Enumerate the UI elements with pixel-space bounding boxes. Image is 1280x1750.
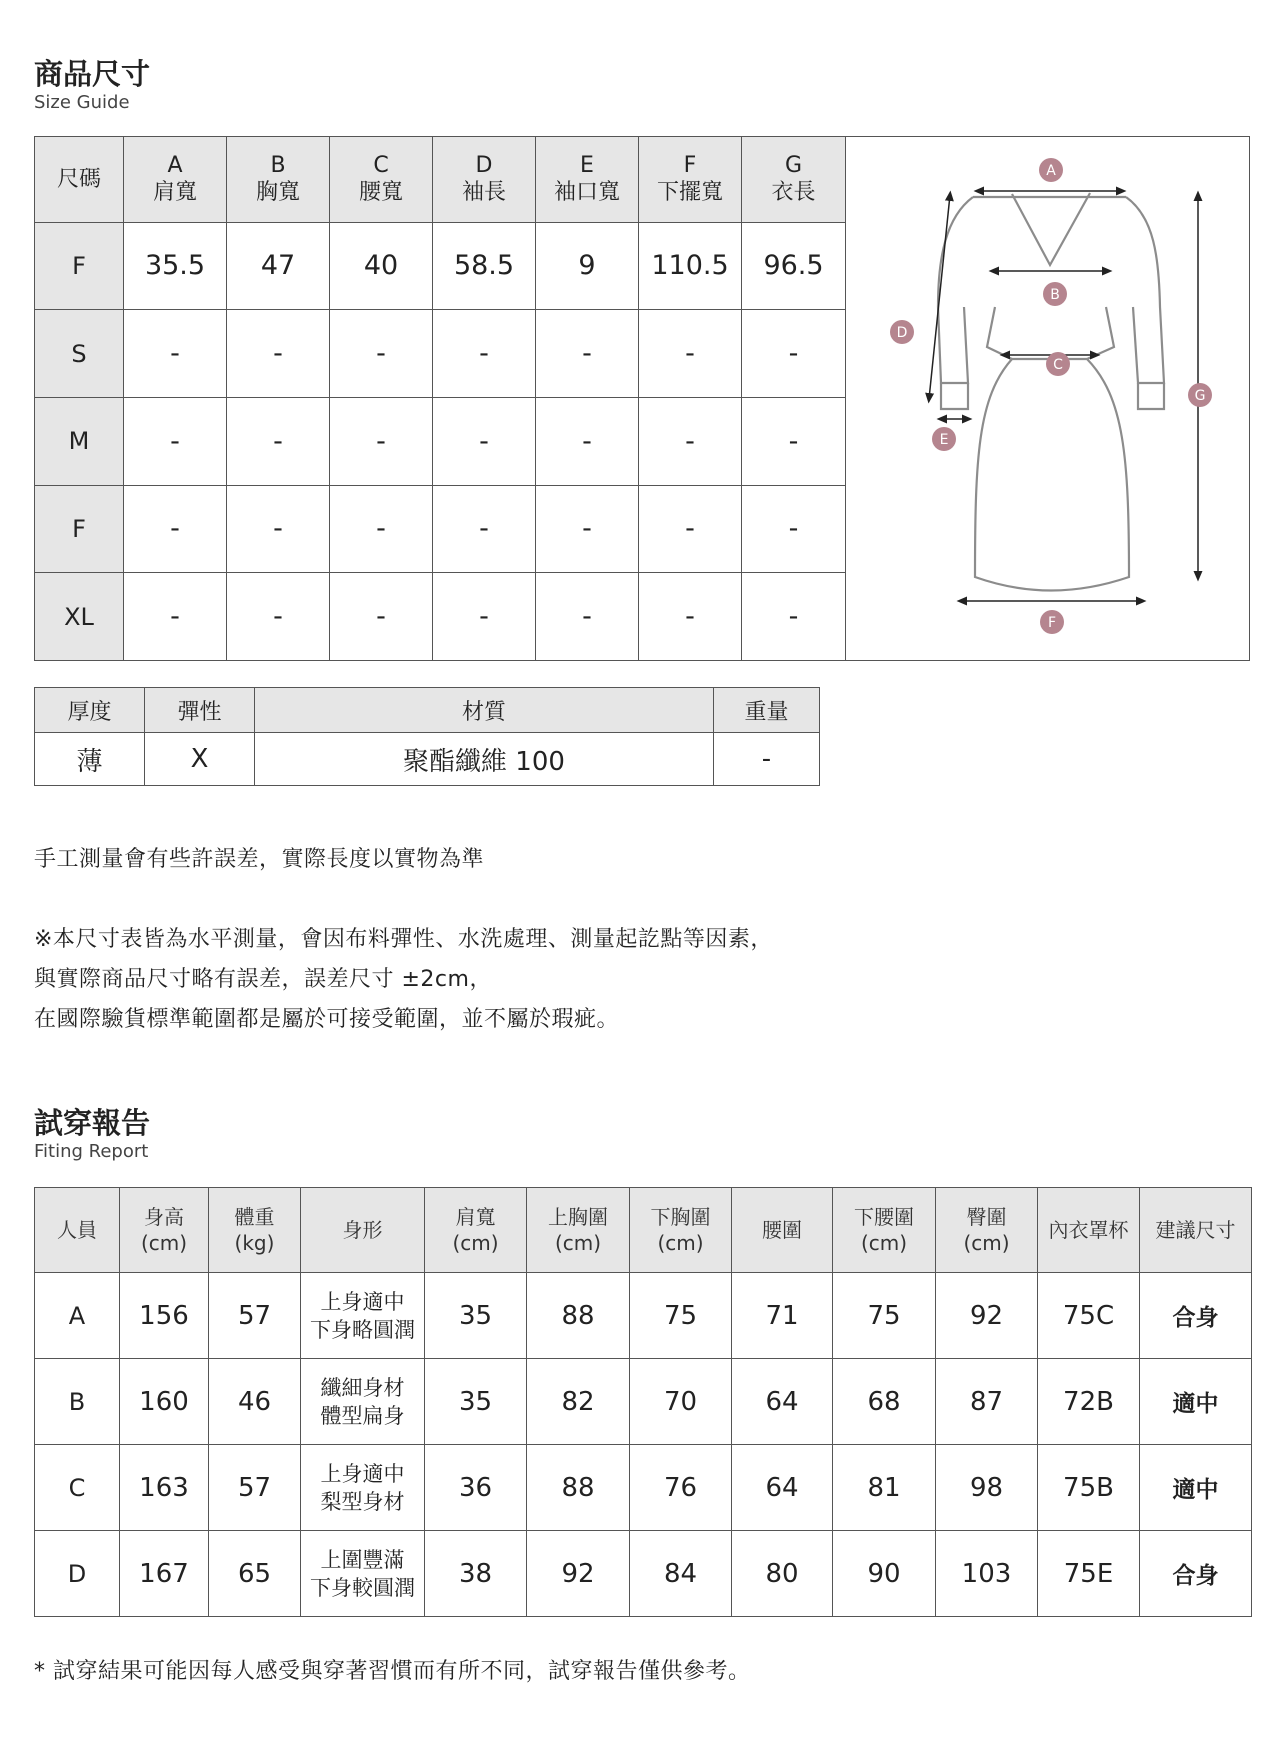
label-a: [1039, 158, 1063, 182]
tolerance-note-2: 與實際商品尺寸略有誤差，誤差尺寸 ±2cm，: [34, 967, 492, 992]
size-table-header: [35, 137, 1250, 223]
fabric-header-elasticity: 彈性: [145, 688, 255, 733]
fit-suggested-size: 合身: [1140, 1273, 1252, 1359]
fit-body-type: 纖細身材 體型扁身: [301, 1359, 425, 1445]
fit-upper-bust: 88: [527, 1273, 630, 1359]
fabric-value-row: [35, 733, 820, 786]
fit-under-bust: 75: [630, 1273, 732, 1359]
size-value: -: [124, 397, 227, 485]
fit-header-shoulder: 肩寬 (cm): [425, 1188, 527, 1273]
fit-suggested-size: 適中: [1140, 1359, 1252, 1445]
size-value: -: [433, 485, 536, 573]
fit-header-lower-waist: 下腰圍 (cm): [833, 1188, 936, 1273]
size-value: -: [639, 397, 742, 485]
svg-text:B: B: [1050, 287, 1060, 303]
fit-weight: 46: [209, 1359, 301, 1445]
fitting-row: [35, 1445, 1252, 1531]
size-header-c: C 腰寬: [330, 137, 433, 223]
fit-lower-waist: 90: [833, 1531, 936, 1617]
fitting-row: [35, 1531, 1252, 1617]
size-label: F: [35, 222, 124, 310]
fit-header-suggested-size: 建議尺寸: [1140, 1188, 1252, 1273]
svg-text:D: D: [896, 325, 908, 341]
size-label: S: [35, 310, 124, 398]
size-header-f: F 下擺寬: [639, 137, 742, 223]
size-label: M: [35, 397, 124, 485]
fit-cup: 75E: [1038, 1531, 1140, 1617]
fit-lower-waist: 81: [833, 1445, 936, 1531]
size-value: -: [330, 310, 433, 398]
size-guide-subtitle: Size Guide: [34, 92, 130, 113]
garment-diagram-cell: [846, 137, 1250, 661]
fit-height: 160: [120, 1359, 209, 1445]
fit-upper-bust: 88: [527, 1445, 630, 1531]
size-header-g: G 衣長: [742, 137, 846, 223]
fit-header-height: 身高 (cm): [120, 1188, 209, 1273]
tolerance-note-1: ※本尺寸表皆為水平測量，會因布料彈性、水洗處理、測量起訖點等因素，: [34, 927, 773, 952]
size-value: 35.5: [124, 222, 227, 310]
size-value: -: [742, 573, 846, 661]
fit-upper-bust: 92: [527, 1531, 630, 1617]
fitting-report-subtitle: Fiting Report: [34, 1141, 149, 1162]
garment-diagram: [846, 137, 1250, 653]
fitting-row: [35, 1273, 1252, 1359]
size-header-b: B 胸寬: [227, 137, 330, 223]
fit-shoulder: 38: [425, 1531, 527, 1617]
fit-suggested-size: 適中: [1140, 1445, 1252, 1531]
size-value: -: [227, 310, 330, 398]
size-value: -: [227, 397, 330, 485]
size-value: -: [227, 485, 330, 573]
fit-height: 156: [120, 1273, 209, 1359]
fit-weight: 57: [209, 1445, 301, 1531]
size-value: 9: [536, 222, 639, 310]
fabric-header-thickness: 厚度: [35, 688, 145, 733]
fit-shoulder: 36: [425, 1445, 527, 1531]
size-value: -: [536, 485, 639, 573]
size-value: 40: [330, 222, 433, 310]
size-value: -: [639, 310, 742, 398]
size-value: -: [433, 573, 536, 661]
fit-hip: 92: [936, 1273, 1038, 1359]
fabric-header-material: 材質: [255, 688, 714, 733]
fit-lower-waist: 75: [833, 1273, 936, 1359]
fit-under-bust: 70: [630, 1359, 732, 1445]
size-table: [34, 136, 1250, 661]
fabric-elasticity: X: [145, 733, 255, 786]
fit-suggested-size: 合身: [1140, 1531, 1252, 1617]
size-header-corner: 尺碼: [35, 137, 124, 223]
fit-under-bust: 76: [630, 1445, 732, 1531]
fit-hip: 87: [936, 1359, 1038, 1445]
fit-header-hip: 臀圍 (cm): [936, 1188, 1038, 1273]
size-value: -: [742, 397, 846, 485]
label-c: [1046, 352, 1070, 376]
fit-upper-bust: 82: [527, 1359, 630, 1445]
fit-weight: 65: [209, 1531, 301, 1617]
size-value: -: [536, 310, 639, 398]
fit-body-type: 上身適中 梨型身材: [301, 1445, 425, 1531]
fit-waist: 80: [732, 1531, 833, 1617]
size-value: -: [330, 573, 433, 661]
tolerance-note-3: 在國際驗貨標準範圍都是屬於可接受範圍，並不屬於瑕疵。: [34, 1007, 620, 1032]
fit-under-bust: 84: [630, 1531, 732, 1617]
fit-header-waist: 腰圍: [732, 1188, 833, 1273]
fabric-weight: -: [714, 733, 820, 786]
size-value: 58.5: [433, 222, 536, 310]
svg-text:E: E: [939, 432, 949, 448]
size-value: -: [639, 573, 742, 661]
size-header-e: E 袖口寬: [536, 137, 639, 223]
fit-header-under-bust: 下胸圍 (cm): [630, 1188, 732, 1273]
fit-waist: 71: [732, 1273, 833, 1359]
size-value: -: [536, 397, 639, 485]
fit-header-person: 人員: [35, 1188, 120, 1273]
size-value: -: [639, 485, 742, 573]
fit-header-weight: 體重 (kg): [209, 1188, 301, 1273]
fit-lower-waist: 68: [833, 1359, 936, 1445]
fabric-header-row: [35, 688, 820, 733]
fit-cup: 72B: [1038, 1359, 1140, 1445]
fit-hip: 103: [936, 1531, 1038, 1617]
label-b: [1043, 282, 1067, 306]
size-value: -: [536, 573, 639, 661]
fit-body-type: 上圍豐滿 下身較圓潤: [301, 1531, 425, 1617]
size-value: 110.5: [639, 222, 742, 310]
size-header-a: A 肩寬: [124, 137, 227, 223]
svg-text:F: F: [1047, 615, 1057, 631]
fitting-report-title: 試穿報告: [34, 1106, 151, 1140]
fit-cup: 75B: [1038, 1445, 1140, 1531]
measurement-note: 手工測量會有些許誤差，實際長度以實物為準: [34, 847, 485, 872]
size-value: -: [124, 310, 227, 398]
fit-height: 167: [120, 1531, 209, 1617]
fit-person: D: [35, 1531, 120, 1617]
size-guide-title: 商品尺寸: [34, 57, 151, 91]
fabric-table: [34, 687, 820, 786]
fit-person: C: [35, 1445, 120, 1531]
label-d: [890, 320, 914, 344]
size-value: -: [433, 397, 536, 485]
size-value: -: [124, 573, 227, 661]
size-value: -: [227, 573, 330, 661]
fit-shoulder: 35: [425, 1273, 527, 1359]
fit-header-upper-bust: 上胸圍 (cm): [527, 1188, 630, 1273]
fabric-thickness: 薄: [35, 733, 145, 786]
fitting-header-row: [35, 1188, 1252, 1273]
fit-weight: 57: [209, 1273, 301, 1359]
svg-text:G: G: [1194, 388, 1206, 404]
fabric-material: 聚酯纖維 100: [255, 733, 714, 786]
size-value: 96.5: [742, 222, 846, 310]
fit-body-type: 上身適中 下身略圓潤: [301, 1273, 425, 1359]
fit-person: B: [35, 1359, 120, 1445]
fit-waist: 64: [732, 1445, 833, 1531]
label-e: [932, 427, 956, 451]
fit-height: 163: [120, 1445, 209, 1531]
size-value: -: [330, 485, 433, 573]
size-value: -: [742, 310, 846, 398]
size-value: -: [433, 310, 536, 398]
size-value: 47: [227, 222, 330, 310]
size-value: -: [124, 485, 227, 573]
fit-header-body-type: 身形: [301, 1188, 425, 1273]
fabric-header-weight: 重量: [714, 688, 820, 733]
fit-person: A: [35, 1273, 120, 1359]
size-label: XL: [35, 573, 124, 661]
fit-cup: 75C: [1038, 1273, 1140, 1359]
fitting-row: [35, 1359, 1252, 1445]
svg-text:A: A: [1046, 163, 1056, 179]
size-value: -: [330, 397, 433, 485]
fit-hip: 98: [936, 1445, 1038, 1531]
fit-waist: 64: [732, 1359, 833, 1445]
size-header-d: D 袖長: [433, 137, 536, 223]
svg-text:C: C: [1053, 357, 1063, 373]
size-value: -: [742, 485, 846, 573]
fitting-table: [34, 1187, 1252, 1617]
label-f: [1040, 610, 1064, 634]
fit-shoulder: 35: [425, 1359, 527, 1445]
size-label: F: [35, 485, 124, 573]
fit-header-cup: 內衣罩杯: [1038, 1188, 1140, 1273]
label-g: [1188, 383, 1212, 407]
fitting-footnote: * 試穿結果可能因每人感受與穿著習慣而有所不同，試穿報告僅供參考。: [34, 1659, 751, 1684]
